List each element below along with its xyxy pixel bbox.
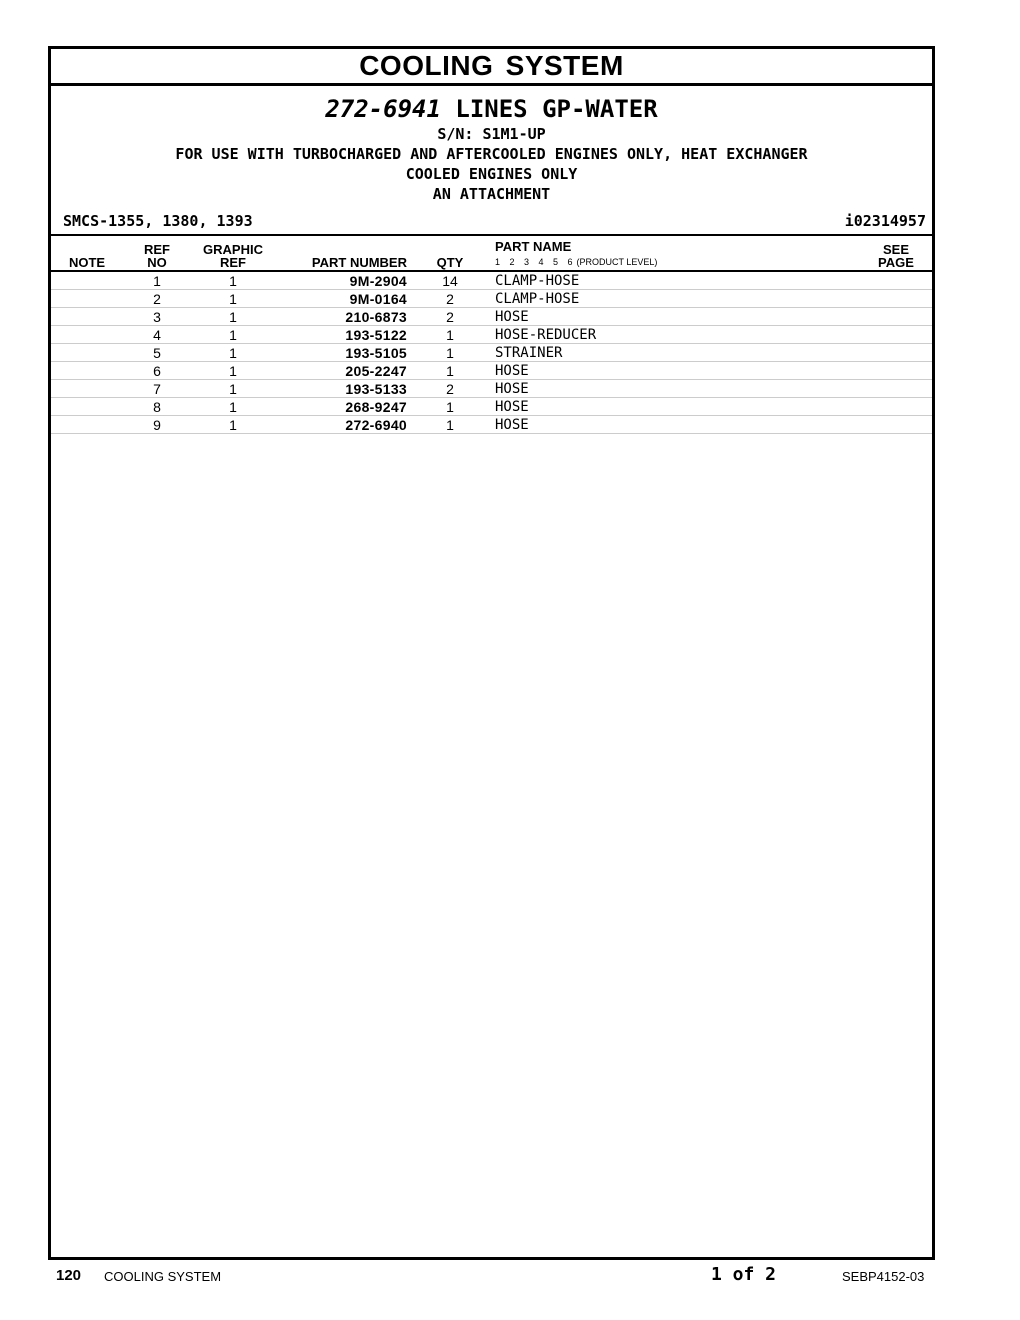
cell-note: [51, 271, 123, 290]
cell-see: [860, 344, 932, 362]
document-number: SEBP4152-03: [842, 1269, 925, 1284]
cell-qty: 1: [413, 416, 487, 434]
cell-part-name: HOSE-REDUCER: [487, 326, 860, 344]
header-part-number: PART NUMBER: [275, 235, 413, 271]
cell-see: [860, 398, 932, 416]
table-row: [51, 362, 932, 380]
cell-note: [51, 308, 123, 326]
parts-page-frame: [48, 46, 935, 1260]
cell-part-name: HOSE: [487, 362, 860, 380]
smcs-row: [51, 210, 932, 234]
cell-note: [51, 398, 123, 416]
cell-part-number: 268-9247: [275, 398, 413, 416]
cell-note: [51, 380, 123, 398]
cell-ref: 9: [123, 416, 191, 434]
cell-graphic: 1: [191, 290, 275, 308]
cell-see: [860, 271, 932, 290]
group-name: LINES GP-WATER: [455, 95, 658, 123]
cell-ref: 5: [123, 344, 191, 362]
cell-part-name: HOSE: [487, 308, 860, 326]
cell-qty: 2: [413, 380, 487, 398]
cell-see: [860, 416, 932, 434]
cell-qty: 1: [413, 344, 487, 362]
cell-qty: 1: [413, 326, 487, 344]
cell-note: [51, 344, 123, 362]
cell-graphic: 1: [191, 271, 275, 290]
group-note-3: AN ATTACHMENT: [432, 185, 551, 203]
cell-part-number: 272-6940: [275, 416, 413, 434]
cell-part-name: HOSE: [487, 398, 860, 416]
product-levels: 1 2 3 4 5 6 (PRODUCT LEVEL): [495, 257, 658, 267]
cell-graphic: 1: [191, 326, 275, 344]
cell-note: [51, 290, 123, 308]
cell-ref: 8: [123, 398, 191, 416]
table-row: [51, 380, 932, 398]
cell-see: [860, 290, 932, 308]
table-header-row: [51, 235, 932, 271]
header-see-page: SEE PAGE: [860, 235, 932, 271]
cell-graphic: 1: [191, 362, 275, 380]
cell-see: [860, 326, 932, 344]
group-title: [51, 94, 932, 124]
group-part-number: 272-6941: [325, 95, 441, 123]
cell-qty: 2: [413, 290, 487, 308]
cell-part-number: 210-6873: [275, 308, 413, 326]
header-note: NOTE: [51, 235, 123, 271]
cell-ref: 2: [123, 290, 191, 308]
cell-ref: 7: [123, 380, 191, 398]
smcs-codes: SMCS-1355, 1380, 1393: [63, 212, 253, 230]
cell-graphic: 1: [191, 308, 275, 326]
cell-part-name: STRAINER: [487, 344, 860, 362]
cell-note: [51, 326, 123, 344]
cell-ref: 3: [123, 308, 191, 326]
cell-part-name: HOSE: [487, 416, 860, 434]
cell-see: [860, 308, 932, 326]
table-row: [51, 344, 932, 362]
table-row: [51, 416, 932, 434]
cell-part-number: 193-5105: [275, 344, 413, 362]
cell-part-number: 193-5122: [275, 326, 413, 344]
page-footer: [0, 1263, 1020, 1287]
cell-see: [860, 362, 932, 380]
illustration-id: i02314957: [844, 212, 926, 230]
cell-qty: 2: [413, 308, 487, 326]
header-qty: QTY: [413, 235, 487, 271]
cell-graphic: 1: [191, 416, 275, 434]
cell-ref: 6: [123, 362, 191, 380]
cell-qty: 14: [413, 271, 487, 290]
section-title: COOLING SYSTEM: [51, 49, 932, 86]
page-of: 1 of 2: [711, 1264, 777, 1285]
cell-ref: 1: [123, 271, 191, 290]
cell-part-number: 9M-2904: [275, 271, 413, 290]
cell-part-name: CLAMP-HOSE: [487, 290, 860, 308]
group-note-2: COOLED ENGINES ONLY: [405, 165, 578, 183]
cell-qty: 1: [413, 398, 487, 416]
table-row: [51, 326, 932, 344]
table-row: [51, 290, 932, 308]
serial-range: S/N: S1M1-UP: [437, 125, 546, 143]
cell-ref: 4: [123, 326, 191, 344]
header-graphic-ref: GRAPHIC REF: [191, 235, 275, 271]
parts-table: [51, 234, 932, 434]
table-row: [51, 398, 932, 416]
group-header: [51, 94, 932, 204]
cell-graphic: 1: [191, 344, 275, 362]
cell-part-number: 205-2247: [275, 362, 413, 380]
footer-section: COOLING SYSTEM: [104, 1269, 222, 1284]
cell-part-number: 193-5133: [275, 380, 413, 398]
page-number: 120: [56, 1267, 82, 1284]
cell-see: [860, 380, 932, 398]
cell-part-name: HOSE: [487, 380, 860, 398]
cell-note: [51, 416, 123, 434]
cell-graphic: 1: [191, 398, 275, 416]
table-row: [51, 271, 932, 290]
group-note-1: FOR USE WITH TURBOCHARGED AND AFTERCOOLED ENGINES ONLY, HEAT EXCHANGER: [175, 145, 808, 163]
cell-note: [51, 362, 123, 380]
cell-qty: 1: [413, 362, 487, 380]
cell-part-name: CLAMP-HOSE: [487, 271, 860, 290]
cell-part-number: 9M-0164: [275, 290, 413, 308]
header-ref-no: REF NO: [123, 235, 191, 271]
table-row: [51, 308, 932, 326]
cell-graphic: 1: [191, 380, 275, 398]
header-part-name: PART NAME 1 2 3 4 5 6 (PRODUCT LEVEL): [487, 235, 860, 271]
